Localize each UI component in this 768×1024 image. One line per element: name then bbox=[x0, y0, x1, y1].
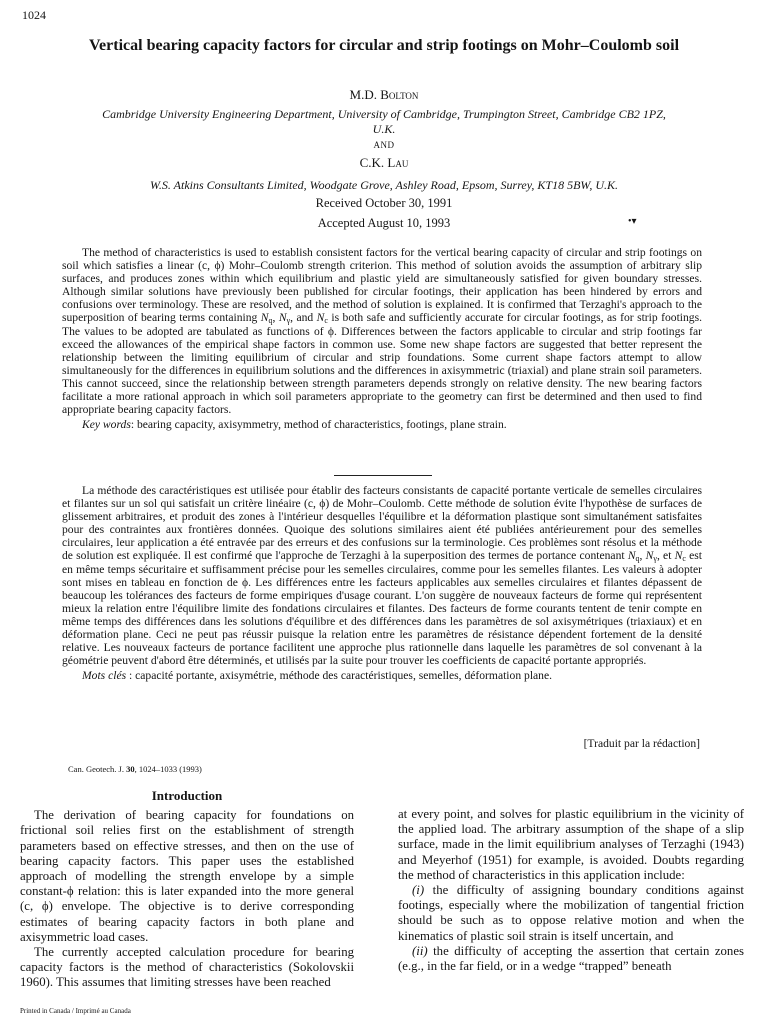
abstract-french-body: La méthode des caractéristiques est utilisée pour établir des facteurs consistants de capacité portante verticale de semelles circulaires et filantes sur un sol qui satisfait un critère linéaire (c, ϕ) de Mohr–Coulomb. Cette méthode de solution évite l'hypothèse de surfaces de glissement arbitraires, et produit des zones à l'intérieur desquelles l'équilibre et la déformation plastique sont simultanément satisfaites pour des contraintes aux frontières données. Quoique des solutions similaires aient été publiées antérieurement pour des semelles circulaires, leur application a été entravée par des erreurs et des confusions sur la terminologie. Ces problèmes sont résolus et la méthode de solution est expliquée. Il est confirmé que l'approche de Terzaghi à la superposition des termes de portance contenant $N_q$, $N_\gamma$, et $N_c$ est en même temps sécuritaire et suffisamment précise pour les semelles circulaires, comme pour les semelles filantes. Les valeurs à adopter sont mises en tableau en fonction de ϕ. Les différences entre les facteurs applicables aux semelles circulaires et filantes dépassent de beaucoup les tolérances des facteurs de forme empiriques d'usage courant. L'on suggère de nouveaux facteurs de forme qui représentent mieux la relation entre l'équilibre limite des fondations circulaires et filantes. Des facteurs de forme courants tentent de tenir compte en même temps des différences dans les solutions d'équilibre et des différences dans les paramètres de sol axisymétriques (triaxiaux) et en déformation plane. Ceci ne peut pas réussir puisque la relation entre les paramètres de résistance dépendent fortement de la densité relative. Les nouveaux facteurs de portance facilitent une approche plus rationnelle dans laquelle les paramètres de sol convenant à la géométrie peuvent d'abord être déterminés, et utilisés par la suite pour trouver les coefficients de capacité portante appropriés. bbox=[62, 484, 703, 668]
received-date: Received October 30, 1991 bbox=[315, 196, 453, 210]
affiliation-cambridge: Cambridge University Engineering Department, University of Cambridge, Trumpington Street, Cambridge CB2 1PZ, U.K. bbox=[102, 107, 666, 136]
abstract-english-body: The method of characteristics is used to establish consistent factors for the vertical bearing capacity of circular and strip footings on soil which satisfies a linear (c, ϕ) Mohr–Coulomb strength criterion. This method of solution avoids the assumption of arbitrary slip surfaces, and produces zones within which equilibrium and plastic yield are simultaneously satisfied for given boundary stresses. Although similar solutions have previously been published for circular footings, their application has been hindered by errors and confusions over terminology. These are resolved, and the method of solution is explained. It is confirmed that Terzaghi's approach to the superposition of bearing terms containing $N_q$, $N_\gamma$, and $N_c$ is both safe and sufficiently accurate for circular footings, as for strip footings. The values to be adopted are tabulated as functions of ϕ. Differences between the factors applicable to circular and strip footings far exceed the allowances of the empirical shape factors in common use. Some new shape factors are suggested that better represent the relationship between the limiting equilibrium of circular and strip foundations. Some current shape factors attempt to allow simultaneously for the differences in equilibrium solutions and the differences in axisymmetric (triaxial) and plane strain soil parameters. This cannot succeed, since the relationship between strength parameters depends strongly on relative density. The new bearing factors facilitate a more rational approach in which soil parameters appropriate to the geometry can first be determined and then used to find appropriate bearing capacity factors. bbox=[62, 246, 703, 417]
author-bolton: M.D. Bolton bbox=[349, 87, 419, 102]
list-item-1: (i) the difficulty of assigning boundary conditions against footings, especially where the mobilization of tangential friction should be such as to oppose relative motion and when the kinematics of plastic soil strain is itself uncertain, and bbox=[398, 883, 744, 943]
and-separator: AND bbox=[373, 140, 395, 150]
page-number: 1024 bbox=[22, 8, 46, 22]
margin-mark: •▾ bbox=[628, 216, 637, 227]
printed-in-footer: Printed in Canada / Imprimé au Canada bbox=[20, 1007, 131, 1015]
journal-citation: Can. Geotech. J. 30, 1024–1033 (1993) bbox=[68, 764, 202, 774]
author-lau: C.K. Lau bbox=[359, 155, 409, 170]
accepted-date: Accepted August 10, 1993 bbox=[317, 216, 451, 230]
abstract-english bbox=[62, 246, 702, 431]
paper-title: Vertical bearing capacity factors for circular and strip footings on Mohr–Coulomb soil bbox=[88, 37, 680, 54]
body-left-column bbox=[20, 788, 354, 991]
translation-note: [Traduit par la rédaction] bbox=[583, 737, 700, 750]
list-item-2: (ii) the difficulty of accepting the assertion that certain zones (e.g., in the far field, or in a wedge “trapped” beneath bbox=[398, 943, 744, 974]
abstract-divider bbox=[334, 475, 432, 476]
section-heading-introduction: Introduction bbox=[151, 788, 223, 803]
intro-paragraph-2: The currently accepted calculation procedure for bearing capacity factors is the method of characteristics (Sokolovskii 1960). This assumes that limiting stresses have been reached bbox=[20, 945, 354, 990]
keywords-french: Mots clés : capacité portante, axisymétrie, méthode des caractéristiques, semelles, déformation plane. bbox=[82, 669, 553, 683]
intro-paragraph-1: The derivation of bearing capacity for foundations on frictional soil relies first on the establishment of strength parameters based on effective stresses, and then on the use of bearing capacity factors. This paper uses the established approach of modelling the strength envelope by a simple constant-ϕ relation: this is later expanded into the more general (c, ϕ) envelope. The objective is to derive corresponding estimates of bearing capacity factors in both plane and axisymmetric load cases. bbox=[20, 808, 354, 944]
body-right-column bbox=[398, 807, 744, 974]
abstract-french bbox=[62, 484, 702, 682]
intro-paragraph-3: at every point, and solves for plastic equilibrium in the vicinity of the applied load. The arbitrary assumption of the shape of a slip surface, made in the limit equilibrium analyses of Terzaghi (1943) and Meyerhof (1951) for example, is avoided. Doubts regarding the method of characteristics in this application include: bbox=[398, 807, 744, 882]
affiliation-atkins: W.S. Atkins Consultants Limited, Woodgate Grove, Ashley Road, Epsom, Surrey, KT18 5BW, U.K. bbox=[149, 178, 618, 192]
keywords-english: Key words: bearing capacity, axisymmetry, method of characteristics, footings, plane strain. bbox=[82, 418, 507, 432]
